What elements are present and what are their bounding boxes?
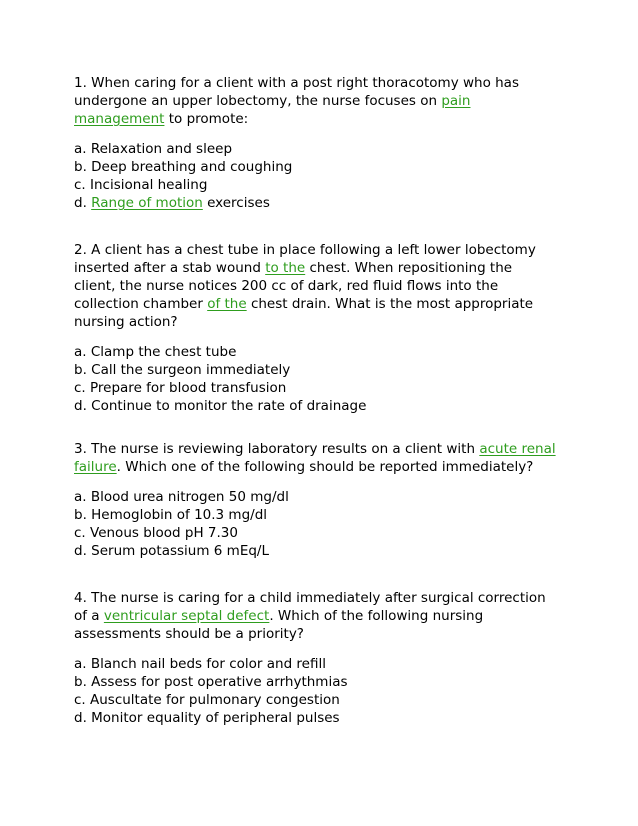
link-ventricular-septal-defect[interactable]: ventricular septal defect — [103, 608, 270, 624]
question-3-option-c: c. Venous blood pH 7.30 — [74, 525, 238, 541]
link-pain-management-cont[interactable]: management — [74, 111, 165, 127]
question-2-stem-line-1: 2. A client has a chest tube in place following a left lower lobectomy — [74, 242, 536, 258]
question-3-stem-line-2: failure. Which one of the following should be reported immediately? — [74, 459, 534, 475]
question-3-option-b: b. Hemoglobin of 10.3 mg/dl — [74, 507, 268, 523]
question-1-option-a: a. Relaxation and sleep — [74, 141, 233, 157]
question-1-option-c: c. Incisional healing — [74, 177, 208, 193]
question-2-option-b: b. Call the surgeon immediately — [74, 362, 291, 378]
question-4-stem-line-1: 4. The nurse is caring for a child immediately after surgical correction — [74, 590, 546, 606]
question-1-stem-line-1: 1. When caring for a client with a post right thoracotomy who has — [74, 75, 519, 91]
question-2-stem-line-2: inserted after a stab wound to the chest. When repositioning the — [74, 260, 513, 276]
link-acute-renal-failure-cont[interactable]: failure — [74, 459, 117, 475]
document-page — [74, 0, 594, 826]
question-2-option-a: a. Clamp the chest tube — [74, 344, 237, 360]
question-4-options — [74, 655, 594, 727]
question-3-option-a: a. Blood urea nitrogen 50 mg/dl — [74, 489, 289, 505]
question-4-stem-line-3: assessments should be a priority? — [74, 626, 304, 642]
question-2-options — [74, 343, 594, 415]
question-2-option-d: d. Continue to monitor the rate of drainage — [74, 398, 367, 414]
link-acute-renal-failure[interactable]: acute renal — [479, 441, 556, 457]
question-4-option-d: d. Monitor equality of peripheral pulses — [74, 710, 340, 726]
question-3-option-d: d. Serum potassium 6 mEq/L — [74, 543, 269, 559]
question-4-stem-line-2: of a ventricular septal defect. Which of the following nursing — [74, 608, 484, 624]
question-1-stem-line-3: management to promote: — [74, 111, 249, 127]
question-4-option-c: c. Auscultate for pulmonary congestion — [74, 692, 340, 708]
question-2-stem-line-4: collection chamber of the chest drain. What is the most appropriate — [74, 296, 534, 312]
question-4-option-a: a. Blanch nail beds for color and refill — [74, 656, 326, 672]
question-1 — [74, 74, 594, 212]
question-2-option-c: c. Prepare for blood transfusion — [74, 380, 287, 396]
question-2 — [74, 241, 594, 415]
link-range-of-motion[interactable]: Range of motion — [91, 195, 203, 211]
question-3 — [74, 440, 594, 560]
question-2-stem-line-3: client, the nurse notices 200 cc of dark, red fluid flows into the — [74, 278, 499, 294]
question-4 — [74, 589, 594, 727]
link-pain-management[interactable]: pain — [441, 93, 471, 109]
question-3-stem-line-1: 3. The nurse is reviewing laboratory results on a client with acute renal — [74, 441, 556, 457]
link-to-the[interactable]: to the — [265, 260, 306, 276]
question-4-option-b: b. Assess for post operative arrhythmias — [74, 674, 348, 690]
question-1-options — [74, 140, 594, 212]
link-of-the[interactable]: of the — [207, 296, 247, 312]
question-1-option-b: b. Deep breathing and coughing — [74, 159, 293, 175]
question-1-option-d: d. Range of motion exercises — [74, 195, 270, 211]
question-2-stem-line-5: nursing action? — [74, 314, 178, 330]
question-3-options — [74, 488, 594, 560]
question-1-stem-line-2: undergone an upper lobectomy, the nurse focuses on pain — [74, 93, 471, 109]
